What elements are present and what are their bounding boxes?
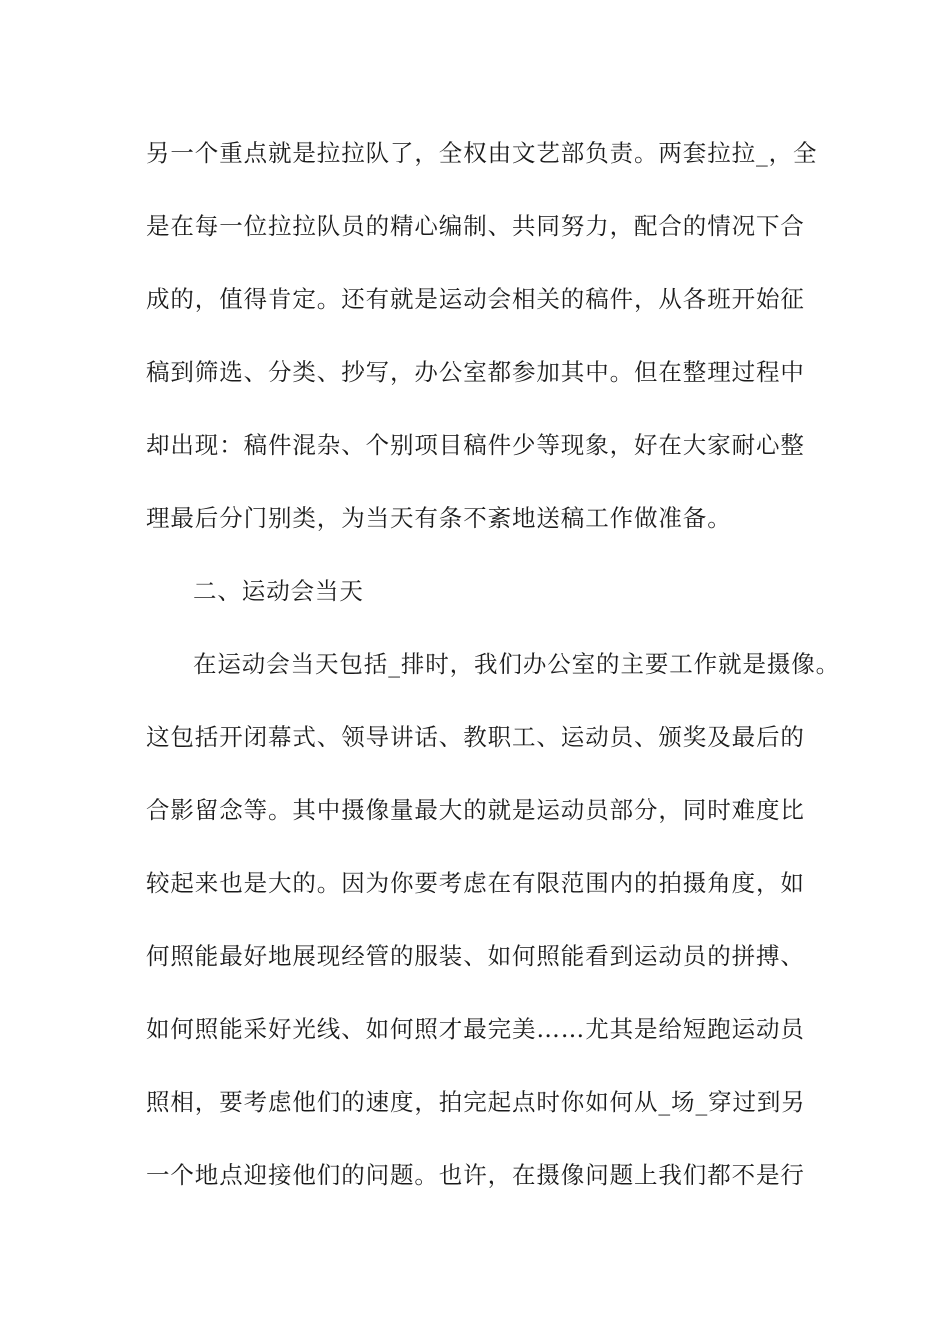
text-line-4: 稿到筛选、分类、抄写，办公室都参加其中。但在整理过程中 xyxy=(146,358,805,386)
text-line-2: 是在每一位拉拉队员的精心编制、共同努力，配合的情况下合 xyxy=(146,212,805,240)
text-line-14: 照相，要考虑他们的速度，拍完起点时你如何从_场_穿过到另 xyxy=(146,1088,806,1116)
text-line-9: 这包括开闭幕式、领导讲话、教职工、运动员、颁奖及最后的 xyxy=(146,723,805,751)
text-line-10: 合影留念等。其中摄像量最大的就是运动员部分，同时难度比 xyxy=(146,796,805,824)
text-line-12: 何照能最好地展现经管的服装、如何照能看到运动员的拼搏、 xyxy=(146,942,805,970)
text-line-15: 一个地点迎接他们的问题。也许，在摄像问题上我们都不是行 xyxy=(146,1161,805,1189)
text-line-3: 成的，值得肯定。还有就是运动会相关的稿件，从各班开始征 xyxy=(146,285,805,313)
section-heading: 二、运动会当天 xyxy=(193,577,364,605)
text-line-11: 较起来也是大的。因为你要考虑在有限范围内的拍摄角度，如 xyxy=(146,869,805,897)
text-line-13: 如何照能采好光线、如何照才最完美……尤其是给短跑运动员 xyxy=(146,1015,805,1043)
text-line-8: 在运动会当天包括_排时，我们办公室的主要工作就是摄像。 xyxy=(193,650,841,678)
text-line-1: 另一个重点就是拉拉队了，全权由文艺部负责。两套拉拉_，全 xyxy=(146,139,818,167)
text-line-6: 理最后分门别类，为当天有条不紊地送稿工作做准备。 xyxy=(146,504,732,532)
text-line-5: 却出现：稿件混杂、个别项目稿件少等现象，好在大家耐心整 xyxy=(146,431,805,459)
